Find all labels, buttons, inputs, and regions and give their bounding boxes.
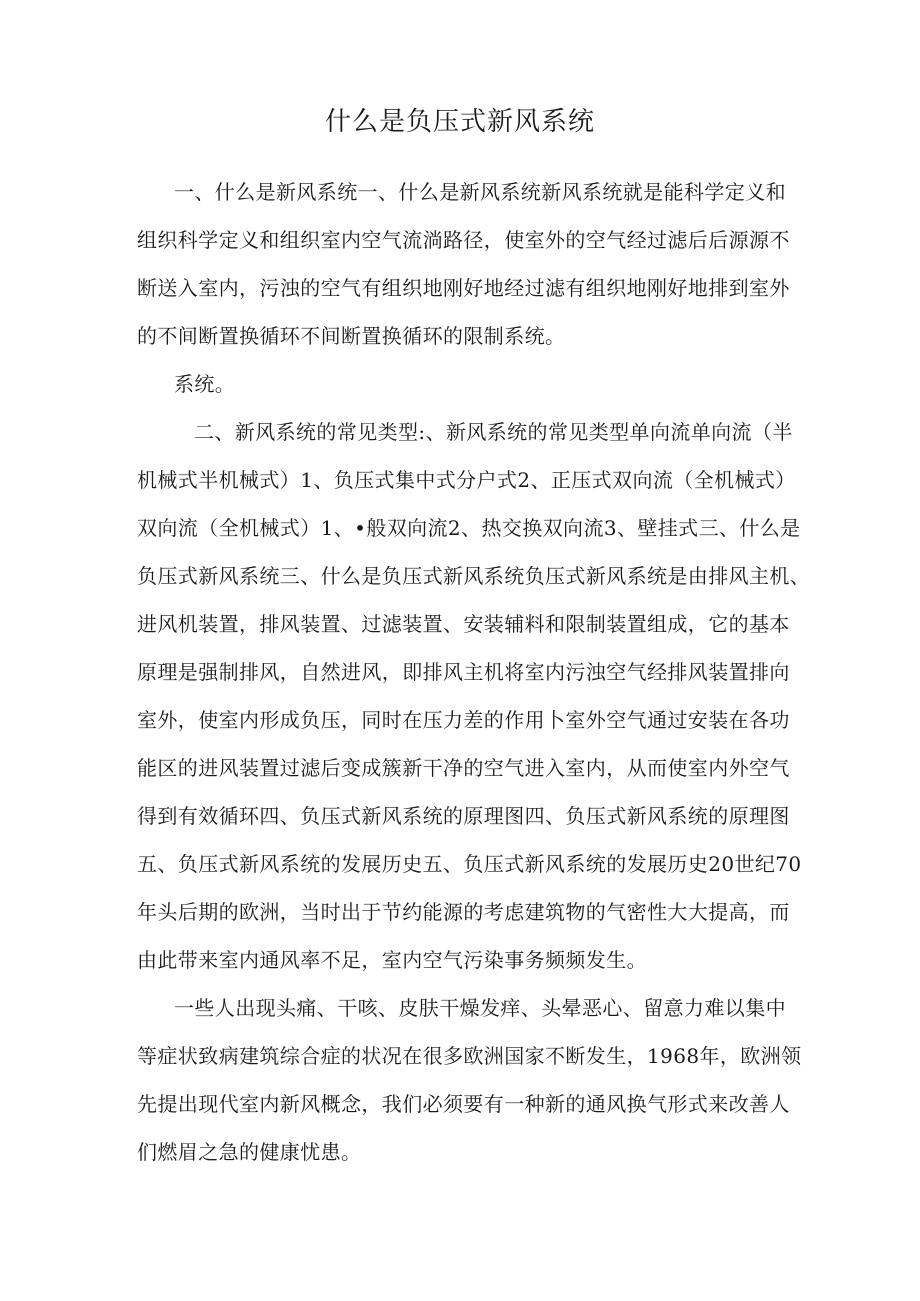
- paragraph-4-line-2: 等症状致病建筑综合症的状况在很多欧洲国家不断发生，1968年，欧洲领: [137, 1044, 802, 1068]
- paragraph-3-line-2: 机械式半机械式）1、负压式集中式分户式2、正压式双向流（全机械式）: [137, 468, 796, 492]
- paragraph-2-line-1: 系统。: [174, 372, 236, 396]
- paragraph-1-line-3: 断送入室内，污浊的空气有组织地刚好地经过滤有组织地刚好地排到室外: [137, 276, 790, 300]
- paragraph-3-line-12: 由此带来室内通风率不足，室内空气污染事务频频发生。: [137, 948, 647, 972]
- paragraph-3-line-7: 室外，使室内形成负压，同时在压力差的作用卜室外空气通过安装在各功: [137, 708, 790, 732]
- paragraph-1-line-1: 一、什么是新风系统一、什么是新风系统新风系统就是能科学定义和: [174, 180, 786, 204]
- paragraph-3-line-3: 双向流（全机械式）1、•般双向流2、热交换双向流3、壁挂式三、什么是: [137, 516, 801, 540]
- paragraph-3-line-9: 得到有效循环四、负压式新风系统的原理图四、负压式新风系统的原理图: [137, 804, 790, 828]
- paragraph-3-line-6: 原理是强制排风，自然进风，即排风主机将室内污浊空气经排风装置排向: [137, 660, 790, 684]
- paragraph-1-line-4: 的不间断置换循环不间断置换循环的限制系统。: [137, 324, 566, 348]
- paragraph-3-line-4: 负压式新风系统三、什么是负压式新风系统负压式新风系统是由排风主机、: [137, 564, 811, 588]
- paragraph-3-line-1: 二、新风系统的常见类型:、新风系统的常见类型单向流单向流（半: [194, 420, 793, 444]
- paragraph-1-line-2: 组织科学定义和组织室内空气流淌路径，使室外的空气经过滤后后源源不: [137, 228, 790, 252]
- paragraph-3-line-11: 年头后期的欧洲，当时出于节约能源的考虑建筑物的气密性大大提高，而: [137, 900, 790, 924]
- paragraph-4-line-1: 一些人出现头痛、干咳、皮肤干燥发痒、头晕恶心、留意力难以集中: [174, 996, 786, 1020]
- paragraph-3-line-10: 五、负压式新风系统的发展历史五、负压式新风系统的发展历史20世纪70: [137, 852, 802, 876]
- paragraph-4-line-4: 们燃眉之急的健康忧患。: [137, 1140, 362, 1164]
- document-title: 什么是负压式新风系统: [324, 107, 595, 137]
- paragraph-3-line-8: 能区的进风装置过滤后变成簇新干净的空气进入室内，从而使室内外空气: [137, 756, 790, 780]
- paragraph-4-line-3: 先提出现代室内新风概念，我们必须要有一种新的通风换气形式来改善人: [137, 1092, 790, 1116]
- paragraph-3-line-5: 进风机装置，排风装置、过滤装置、安装辅料和限制装置组成，它的基本: [137, 612, 790, 636]
